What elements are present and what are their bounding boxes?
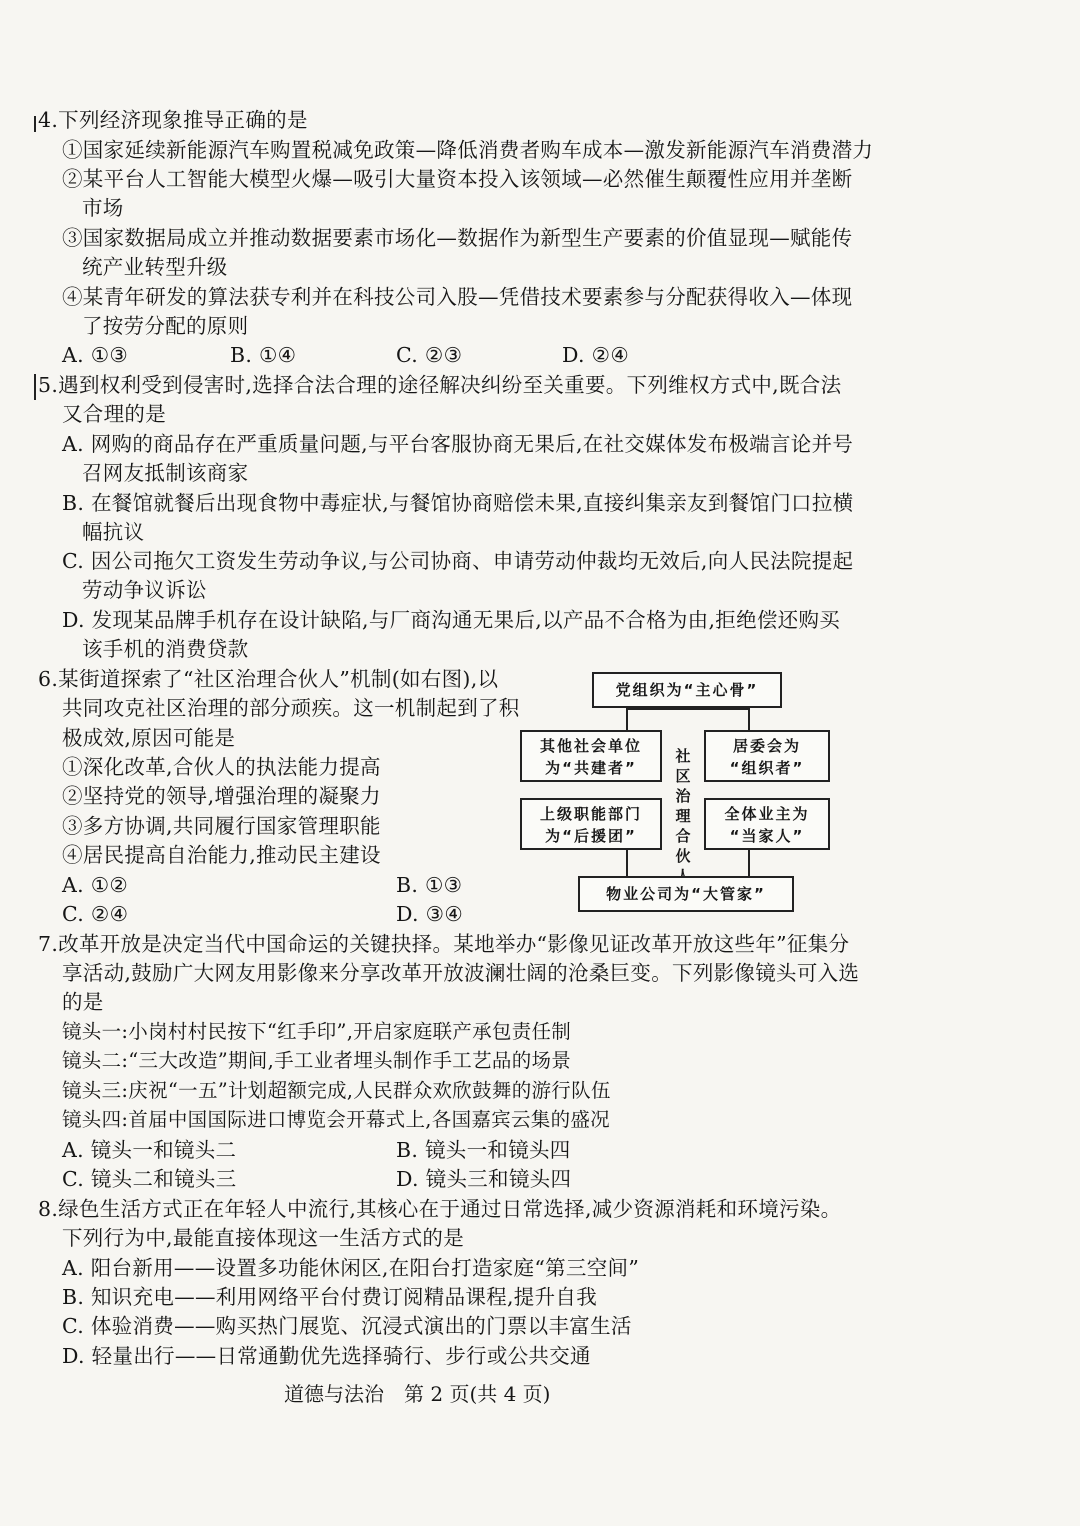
q8-option-a: A. 阳台新用——设置多功能休闲区,在阳台打造家庭“第三空间” bbox=[62, 1256, 640, 1280]
diagram-label: “当家人” bbox=[729, 827, 805, 845]
q6-option-a: A. ①② bbox=[62, 873, 129, 897]
q4-stem: 4.下列经济现象推导正确的是 bbox=[38, 108, 308, 132]
diagram-label: 为“后援团” bbox=[545, 827, 637, 845]
connector bbox=[626, 850, 628, 878]
q5-option-d: D. 发现某品牌手机存在设计缺陷,与厂商沟通无果后,以产品不合格为由,拒绝偿还购买 bbox=[62, 608, 841, 632]
diagram-center-char: 合 bbox=[675, 827, 691, 845]
q7-option-c: C. 镜头二和镜头三 bbox=[62, 1167, 237, 1191]
q4-option-b: B. ①④ bbox=[230, 343, 297, 367]
connector bbox=[626, 708, 750, 710]
diagram-center-char: 区 bbox=[675, 767, 691, 785]
q4-item-4: ④某青年研发的算法获专利并在科技公司入股—凭借技术要素参与分配获得收入—体现 bbox=[62, 285, 853, 309]
q6-stem-cont-1: 共同攻克社区治理的部分顽疾。这一机制起到了积 bbox=[62, 696, 520, 720]
q7-stem-cont-2: 的是 bbox=[62, 990, 104, 1014]
diagram-box-left-top bbox=[520, 730, 662, 782]
diagram-center-char: 理 bbox=[675, 807, 691, 825]
q5-option-a-cont: 召网友抵制该商家 bbox=[82, 461, 249, 485]
q8-option-c: C. 体验消费——购买热门展览、沉浸式演出的门票以丰富生活 bbox=[62, 1314, 632, 1338]
diagram-label: 全体业主为 bbox=[724, 805, 810, 823]
page-footer: 道德与法治 第 2 页(共 4 页) bbox=[284, 1382, 551, 1406]
q7-shot-1: 镜头一:小岗村村民按下“红手印”,开启家庭联产承包责任制 bbox=[62, 1020, 572, 1043]
q8-stem: 8.绿色生活方式正在年轻人中流行,其核心在于通过日常选择,减少资源消耗和环境污染。 bbox=[38, 1197, 842, 1221]
q7-option-b: B. 镜头一和镜头四 bbox=[396, 1138, 571, 1162]
q7-shot-4: 镜头四:首届中国国际进口博览会开幕式上,各国嘉宾云集的盛况 bbox=[62, 1108, 610, 1131]
q5-option-c-cont: 劳动争议诉讼 bbox=[82, 578, 207, 602]
q8-stem-cont: 下列行为中,最能直接体现这一生活方式的是 bbox=[62, 1226, 465, 1250]
q6-stem: 6.某街道探索了“社区治理合伙人”机制(如右图),以 bbox=[38, 667, 499, 691]
q4-item-1: ①国家延续新能源汽车购置税减免政策—降低消费者购车成本—激发新能源汽车消费潜力 bbox=[62, 138, 874, 162]
q5-option-b: B. 在餐馆就餐后出现食物中毒症状,与餐馆协商赔偿未果,直接纠集亲友到餐馆门口拉横 bbox=[62, 491, 854, 515]
q4-option-c: C. ②③ bbox=[396, 343, 463, 367]
diagram-center-char: 社 bbox=[675, 747, 691, 765]
diagram-box-left-bottom bbox=[520, 798, 662, 850]
connector bbox=[626, 708, 628, 730]
q5-option-c: C. 因公司拖欠工资发生劳动争议,与公司协商、申请劳动仲裁均无效后,向人民法院提起 bbox=[62, 549, 854, 573]
q6-item-2: ②坚持党的领导,增强治理的凝聚力 bbox=[62, 784, 381, 808]
q7-option-d: D. 镜头三和镜头四 bbox=[396, 1167, 572, 1191]
diagram-box-bottom bbox=[578, 876, 794, 912]
q4-item-4-cont: 了按劳分配的原则 bbox=[82, 314, 249, 338]
q8-option-d: D. 轻量出行——日常通勤优先选择骑行、步行或公共交通 bbox=[62, 1344, 591, 1368]
q4-item-2: ②某平台人工智能大模型火爆—吸引大量资本投入该领域—必然催生颠覆性应用并垄断 bbox=[62, 167, 853, 191]
q6-stem-cont-2: 极成效,原因可能是 bbox=[62, 726, 236, 750]
q7-shot-2: 镜头二:“三大改造”期间,手工业者埋头制作手工艺品的场景 bbox=[62, 1049, 572, 1072]
q5-stem: 5.遇到权利受到侵害时,选择合法合理的途径解决纠纷至关重要。下列维权方式中,既合法 bbox=[38, 373, 842, 397]
diagram-bottom-label: 物业公司为“大管家” bbox=[606, 885, 766, 903]
diagram-top-label: 党组织为“主心骨” bbox=[615, 681, 759, 699]
q7-option-a: A. 镜头一和镜头二 bbox=[62, 1138, 237, 1162]
q8-option-b: B. 知识充电——利用网络平台付费订阅精品课程,提升自我 bbox=[62, 1285, 598, 1309]
q4-item-3: ③国家数据局成立并推动数据要素市场化—数据作为新型生产要素的价值显现—赋能传 bbox=[62, 226, 853, 250]
diagram-label: 上级职能部门 bbox=[539, 805, 642, 823]
diagram-center-char: 治 bbox=[675, 787, 691, 805]
q4-option-a: A. ①③ bbox=[62, 343, 129, 367]
q6-option-c: C. ②④ bbox=[62, 902, 129, 926]
q4-option-d: D. ②④ bbox=[562, 343, 629, 367]
q7-shot-3: 镜头三:庆祝“一五”计划超额完成,人民群众欢欣鼓舞的游行队伍 bbox=[62, 1079, 611, 1102]
connector bbox=[748, 850, 750, 878]
q7-stem-cont-1: 享活动,鼓励广大网友用影像来分享改革开放波澜壮阔的沧桑巨变。下列影像镜头可入选 bbox=[62, 961, 860, 985]
diagram-center-char: 伙 bbox=[675, 847, 691, 865]
margin-mark bbox=[34, 374, 36, 400]
diagram-label: 其他社会单位 bbox=[539, 737, 642, 755]
diagram-label: “组织者” bbox=[729, 759, 805, 777]
q5-option-b-cont: 幅抗议 bbox=[82, 520, 145, 544]
connector bbox=[748, 708, 750, 730]
q6-item-1: ①深化改革,合伙人的执法能力提高 bbox=[62, 755, 381, 779]
q4-item-2-cont: 市场 bbox=[82, 196, 124, 220]
q5-stem-cont: 又合理的是 bbox=[62, 402, 166, 426]
q6-option-d: D. ③④ bbox=[396, 902, 463, 926]
margin-mark bbox=[34, 116, 36, 132]
q6-option-b: B. ①③ bbox=[396, 873, 463, 897]
q5-option-d-cont: 该手机的消费贷款 bbox=[82, 637, 249, 661]
diagram-box-right-top bbox=[704, 730, 830, 782]
q4-item-3-cont: 统产业转型升级 bbox=[82, 255, 228, 279]
q7-stem: 7.改革开放是决定当代中国命运的关键抉择。某地举办“影像见证改革开放这些年”征集分 bbox=[38, 932, 850, 956]
q6-item-3: ③多方协调,共同履行国家管理职能 bbox=[62, 814, 381, 838]
diagram-center-label bbox=[672, 746, 694, 886]
diagram-label: 为“共建者” bbox=[545, 759, 637, 777]
q6-item-4: ④居民提高自治能力,推动民主建设 bbox=[62, 843, 381, 867]
diagram-box-right-bottom bbox=[704, 798, 830, 850]
diagram-box-top bbox=[592, 672, 782, 708]
diagram-label: 居委会为 bbox=[732, 737, 801, 755]
q5-option-a: A. 网购的商品存在严重质量问题,与平台客服协商无果后,在社交媒体发布极端言论并号 bbox=[62, 432, 854, 456]
